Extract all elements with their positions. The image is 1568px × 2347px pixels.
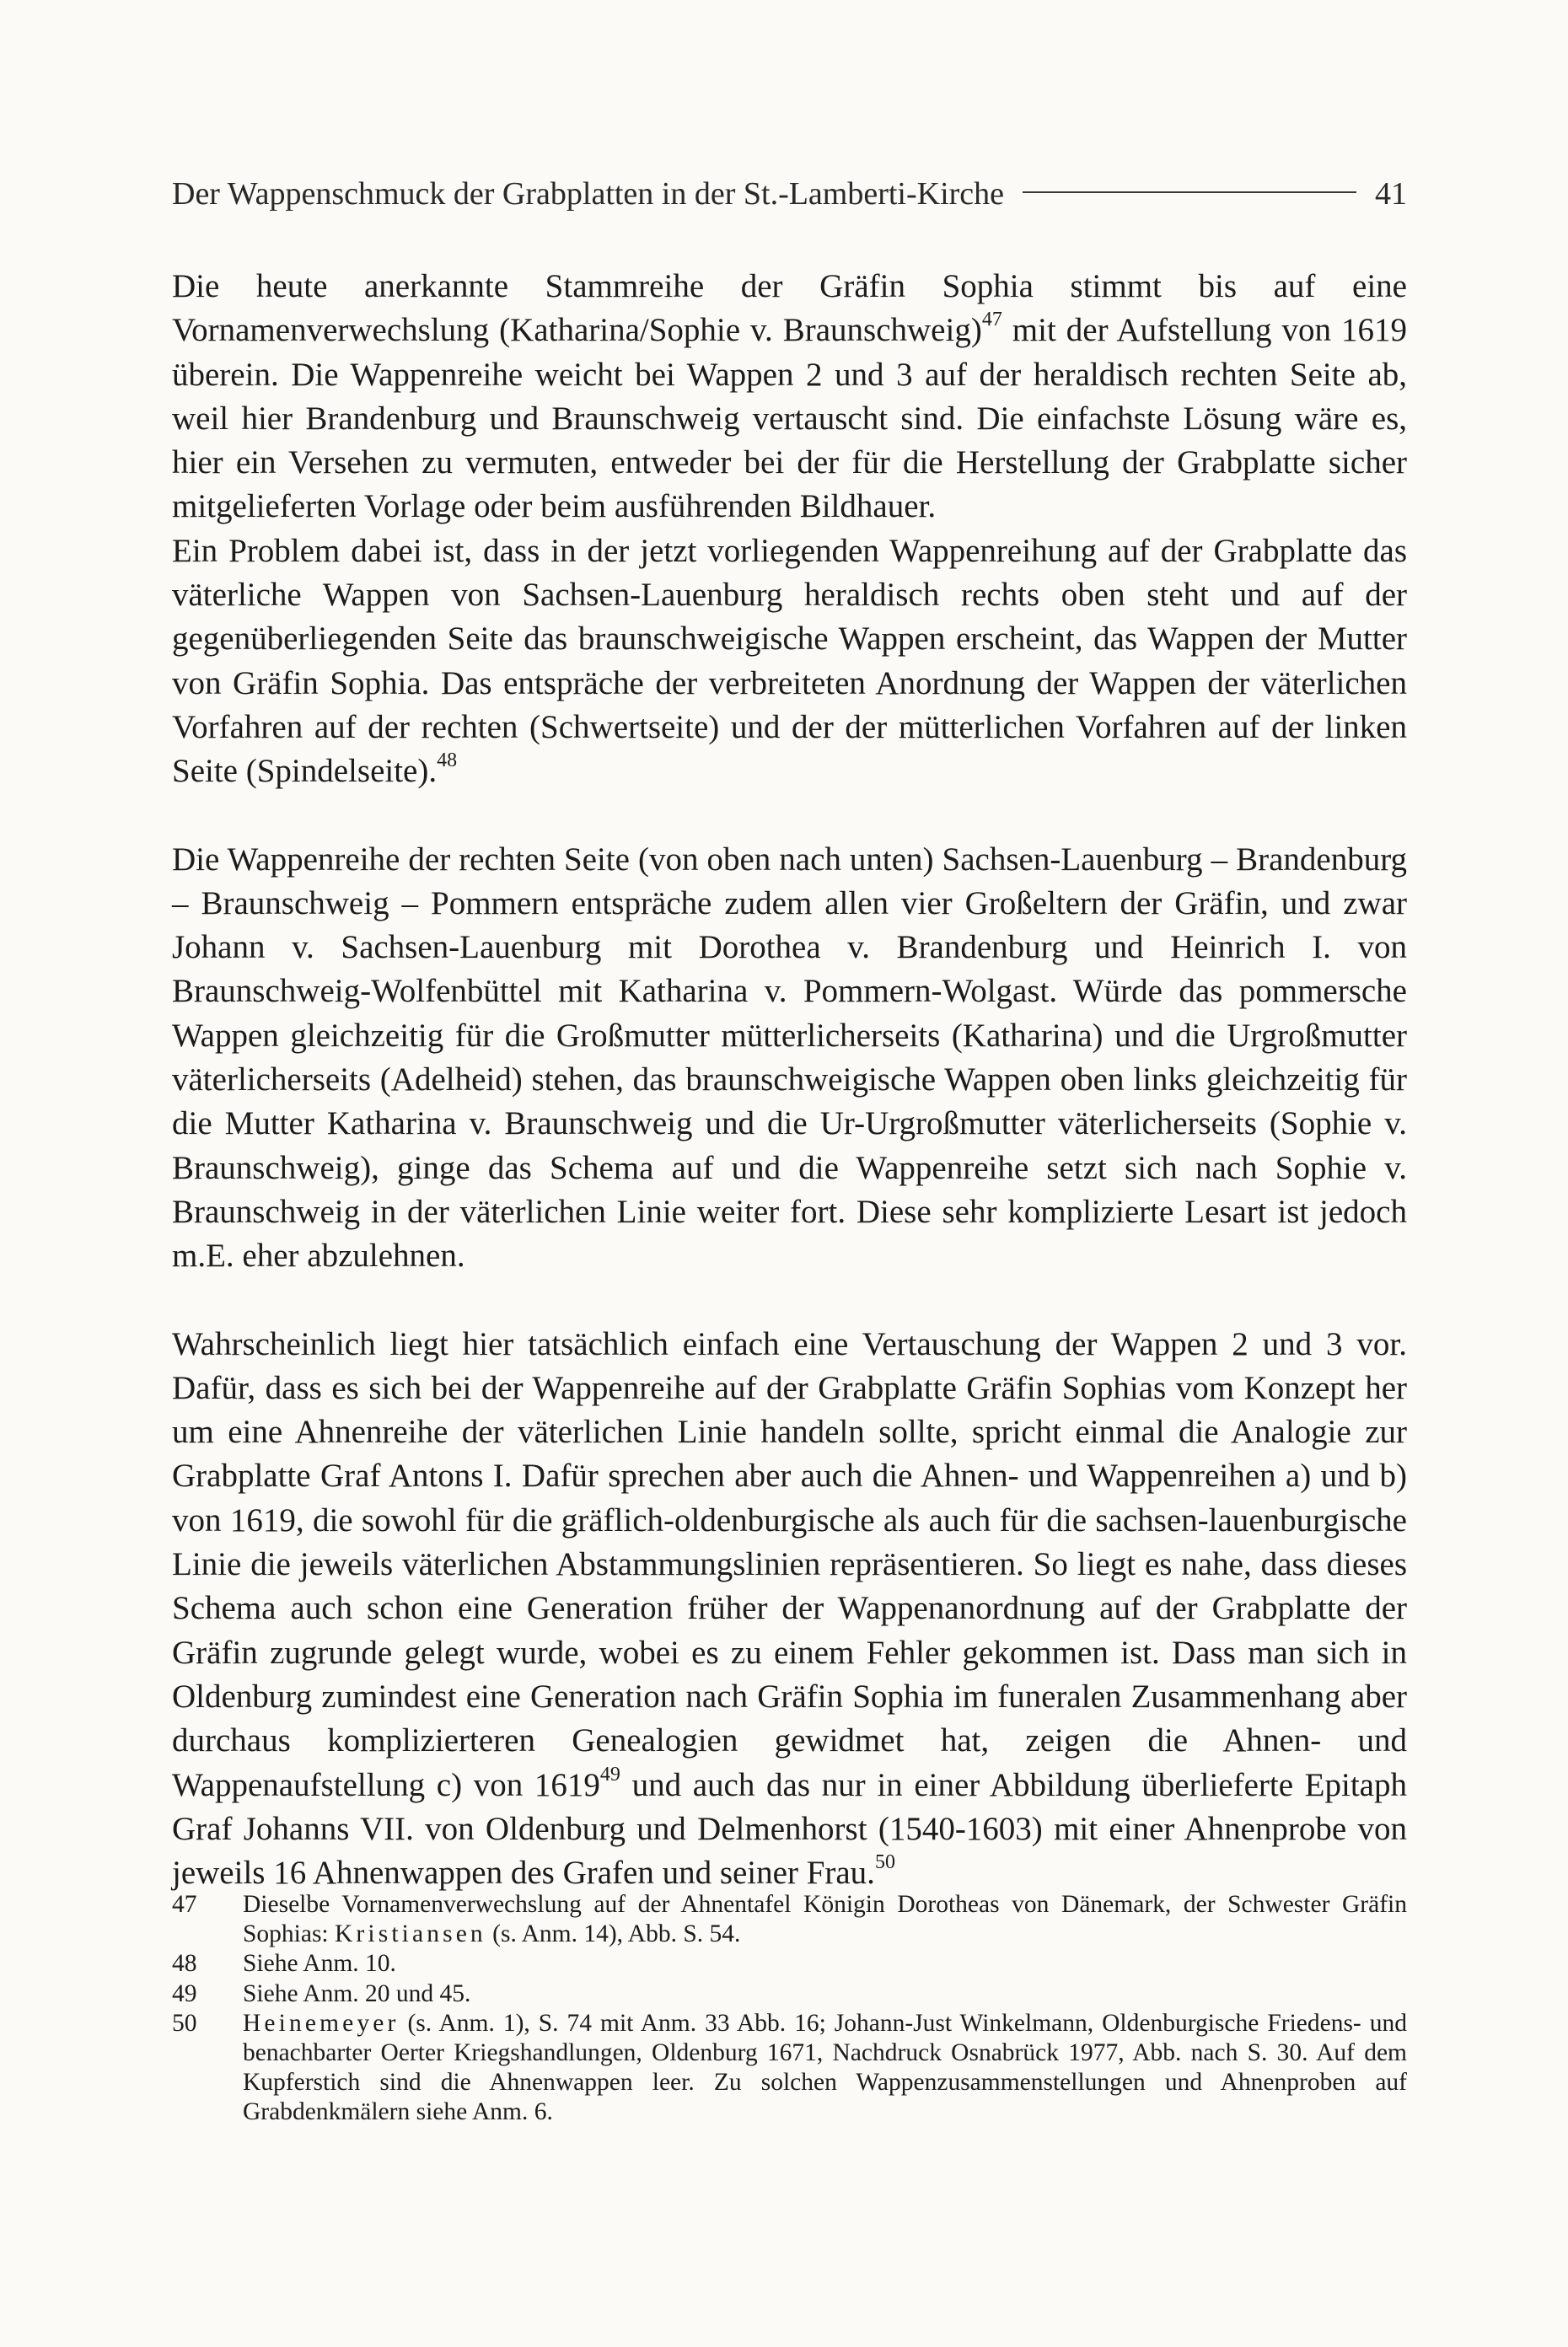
paragraph-2 [172, 529, 1407, 794]
text-run: Wahrscheinlich liegt hier tatsächlich einfach eine Vertauschung der Wappen 2 und 3 vor. Dafür, dass es sich bei der Wappenreihe auf der Grabplatte Gräfin Sophias vom Konzept her um eine Ahnenreihe der väterlichen Linie handeln sollte, spricht einmal die Analogie zur Grabplatte Graf Antons I. Dafür sprechen aber auch die Ahnen- und Wappenreihen a) und b) von 1619, die sowohl für die gräflich-oldenburgische als auch für die sachsen-lauenburgische Linie die jeweils väterlichen Abstammungslinien repräsentieren. So liegt es nahe, dass dieses Schema auch schon eine Generation früher der Wappenanordnung auf der Grabplatte der Gräfin zugrunde gelegt wurde, wobei es zu einem Fehler gekommen ist. Dass man sich in Oldenburg zumindest eine Generation nach Gräfin Sophia im funeralen Zusammenhang aber durchaus komplizierteren Genealogien gewidmet hat, zeigen die Ahnen- und Wappenaufstellung c) von 1619 [172, 1325, 1407, 1803]
footnotes [172, 1890, 1407, 2128]
footnote-ref-47: 47 [981, 309, 1002, 331]
footnote-number: 48 [172, 1950, 197, 1978]
footnote-49 [172, 1979, 1407, 2009]
text-run: (s. Anm. 14), Abb. S. 54. [486, 1920, 741, 1948]
author-name: Kristiansen [335, 1920, 486, 1948]
text-run: Siehe Anm. 20 und 45. [243, 1979, 471, 2007]
footnote-50 [172, 2009, 1407, 2128]
body-text [172, 265, 1407, 1895]
footnote-ref-49: 49 [599, 1763, 620, 1786]
paragraph-4 [172, 1323, 1407, 1896]
text-run: (s. Anm. 1), S. 74 mit Anm. 33 Abb. 16; Johann-Just Winkelmann, Oldenburgische Friedens- und benachbarter Oerter Kriegshandlungen, Oldenburg 1671, Nachdruck Osnabrück 1977, Abb. nach S. 30. Auf dem Kupferstich sind die Ahnenwappen leer. Zu solchen Wappenzusammenstellungen und Ahnenproben auf Grabdenkmälern siehe Anm. 6. [243, 2009, 1407, 2126]
footnote-number: 49 [172, 1979, 197, 2007]
text-run: und auch das nur in einer Abbildung überlieferte Epitaph Graf Johanns VII. von Oldenburg und Delmenhorst (1540-1603) mit einer Ahnenprobe von jeweils 16 Ahnenwappen des Grafen und seiner Frau. [172, 1766, 1407, 1892]
footnote-ref-48: 48 [437, 749, 458, 772]
footnote-number: 50 [172, 2009, 197, 2037]
footnote-text [243, 2009, 1407, 2128]
running-header [172, 169, 1407, 219]
text-run: Die Wappenreihe der rechten Seite (von oben nach unten) Sachsen-Lauenburg – Brandenburg – Braunschweig – Pommern entspräche zudem allen vier Großeltern der Gräfin, und zwar Johann v. Sachsen-Lauenburg mit Dorothea v. Brandenburg und Heinrich I. von Braunschweig-Wolfenbüttel mit Katharina v. Pommern-Wolgast. Würde das pommersche Wappen gleichzeitig für die Großmutter mütterlicherseits (Katharina) und die Urgroßmutter väterlicherseits (Adelheid) stehen, das braunschweigische Wappen oben links gleichzeitig für die Mutter Katharina v. Braunschweig und die Ur-Urgroßmutter väterlicherseits (Sophie v. Braunschweig), ginge das Schema auf und die Wappenreihe setzt sich nach Sophie v. Braunschweig in der väterlichen Linie weiter fort. Diese sehr komplizierte Lesart ist jedoch m.E. eher abzulehnen. [172, 841, 1407, 1275]
running-title: Der Wappenschmuck der Grabplatten in der St.-Lamberti-Kirche [172, 176, 1005, 212]
text-run: Dieselbe Vornamenverwechslung auf der Ahnentafel Königin Dorotheas von Dänemark, der Schwester Gräfin Sophias: [243, 1891, 1407, 1948]
footnote-48 [172, 1949, 1407, 1979]
text-run: Die heute anerkannte Stammreihe der Gräfin Sophia stimmt bis auf eine Vornamenverwechslung (Katharina/Sophie v. Braunschweig) [172, 268, 1407, 349]
footnote-47 [172, 1890, 1407, 1949]
text-run: mit der Aufstellung von 1619 überein. Die Wappenreihe weicht bei Wappen 2 und 3 auf der heraldisch rechten Seite ab, weil hier Brandenburg und Braunschweig vertauscht sind. Die einfachste Lösung wäre es, hier ein Versehen zu vermuten, entweder bei der für die Herstellung der Grabplatte sicher mitgelieferten Vorlage oder beim ausführenden Bildhauer. [172, 312, 1407, 525]
footnote-ref-50: 50 [874, 1851, 895, 1874]
text-run: Ein Problem dabei ist, dass in der jetzt vorliegenden Wappenreihung auf der Grabplatte das väterliche Wappen von Sachsen-Lauenburg heraldisch rechts oben steht und auf der gegenüberliegenden Seite das braunschweigische Wappen erscheint, das Wappen der Mutter von Gräfin Sophia. Das entspräche der verbreiteten Anordnung der Wappen der väterlichen Vorfahren auf der rechten (Schwertseite) und der der mütterlichen Vorfahren auf der linken Seite (Spindelseite). [172, 532, 1407, 790]
footnote-text [243, 1979, 1407, 2009]
footnote-text [243, 1890, 1407, 1949]
paragraph-3 [172, 838, 1407, 1279]
text-run: Siehe Anm. 10. [243, 1950, 396, 1978]
footnote-text [243, 1949, 1407, 1979]
footnote-number: 47 [172, 1891, 197, 1918]
header-rule [1023, 191, 1356, 193]
paragraph-1 [172, 265, 1407, 529]
page-number: 41 [1375, 176, 1407, 212]
author-name: Heinemeyer [243, 2009, 400, 2037]
